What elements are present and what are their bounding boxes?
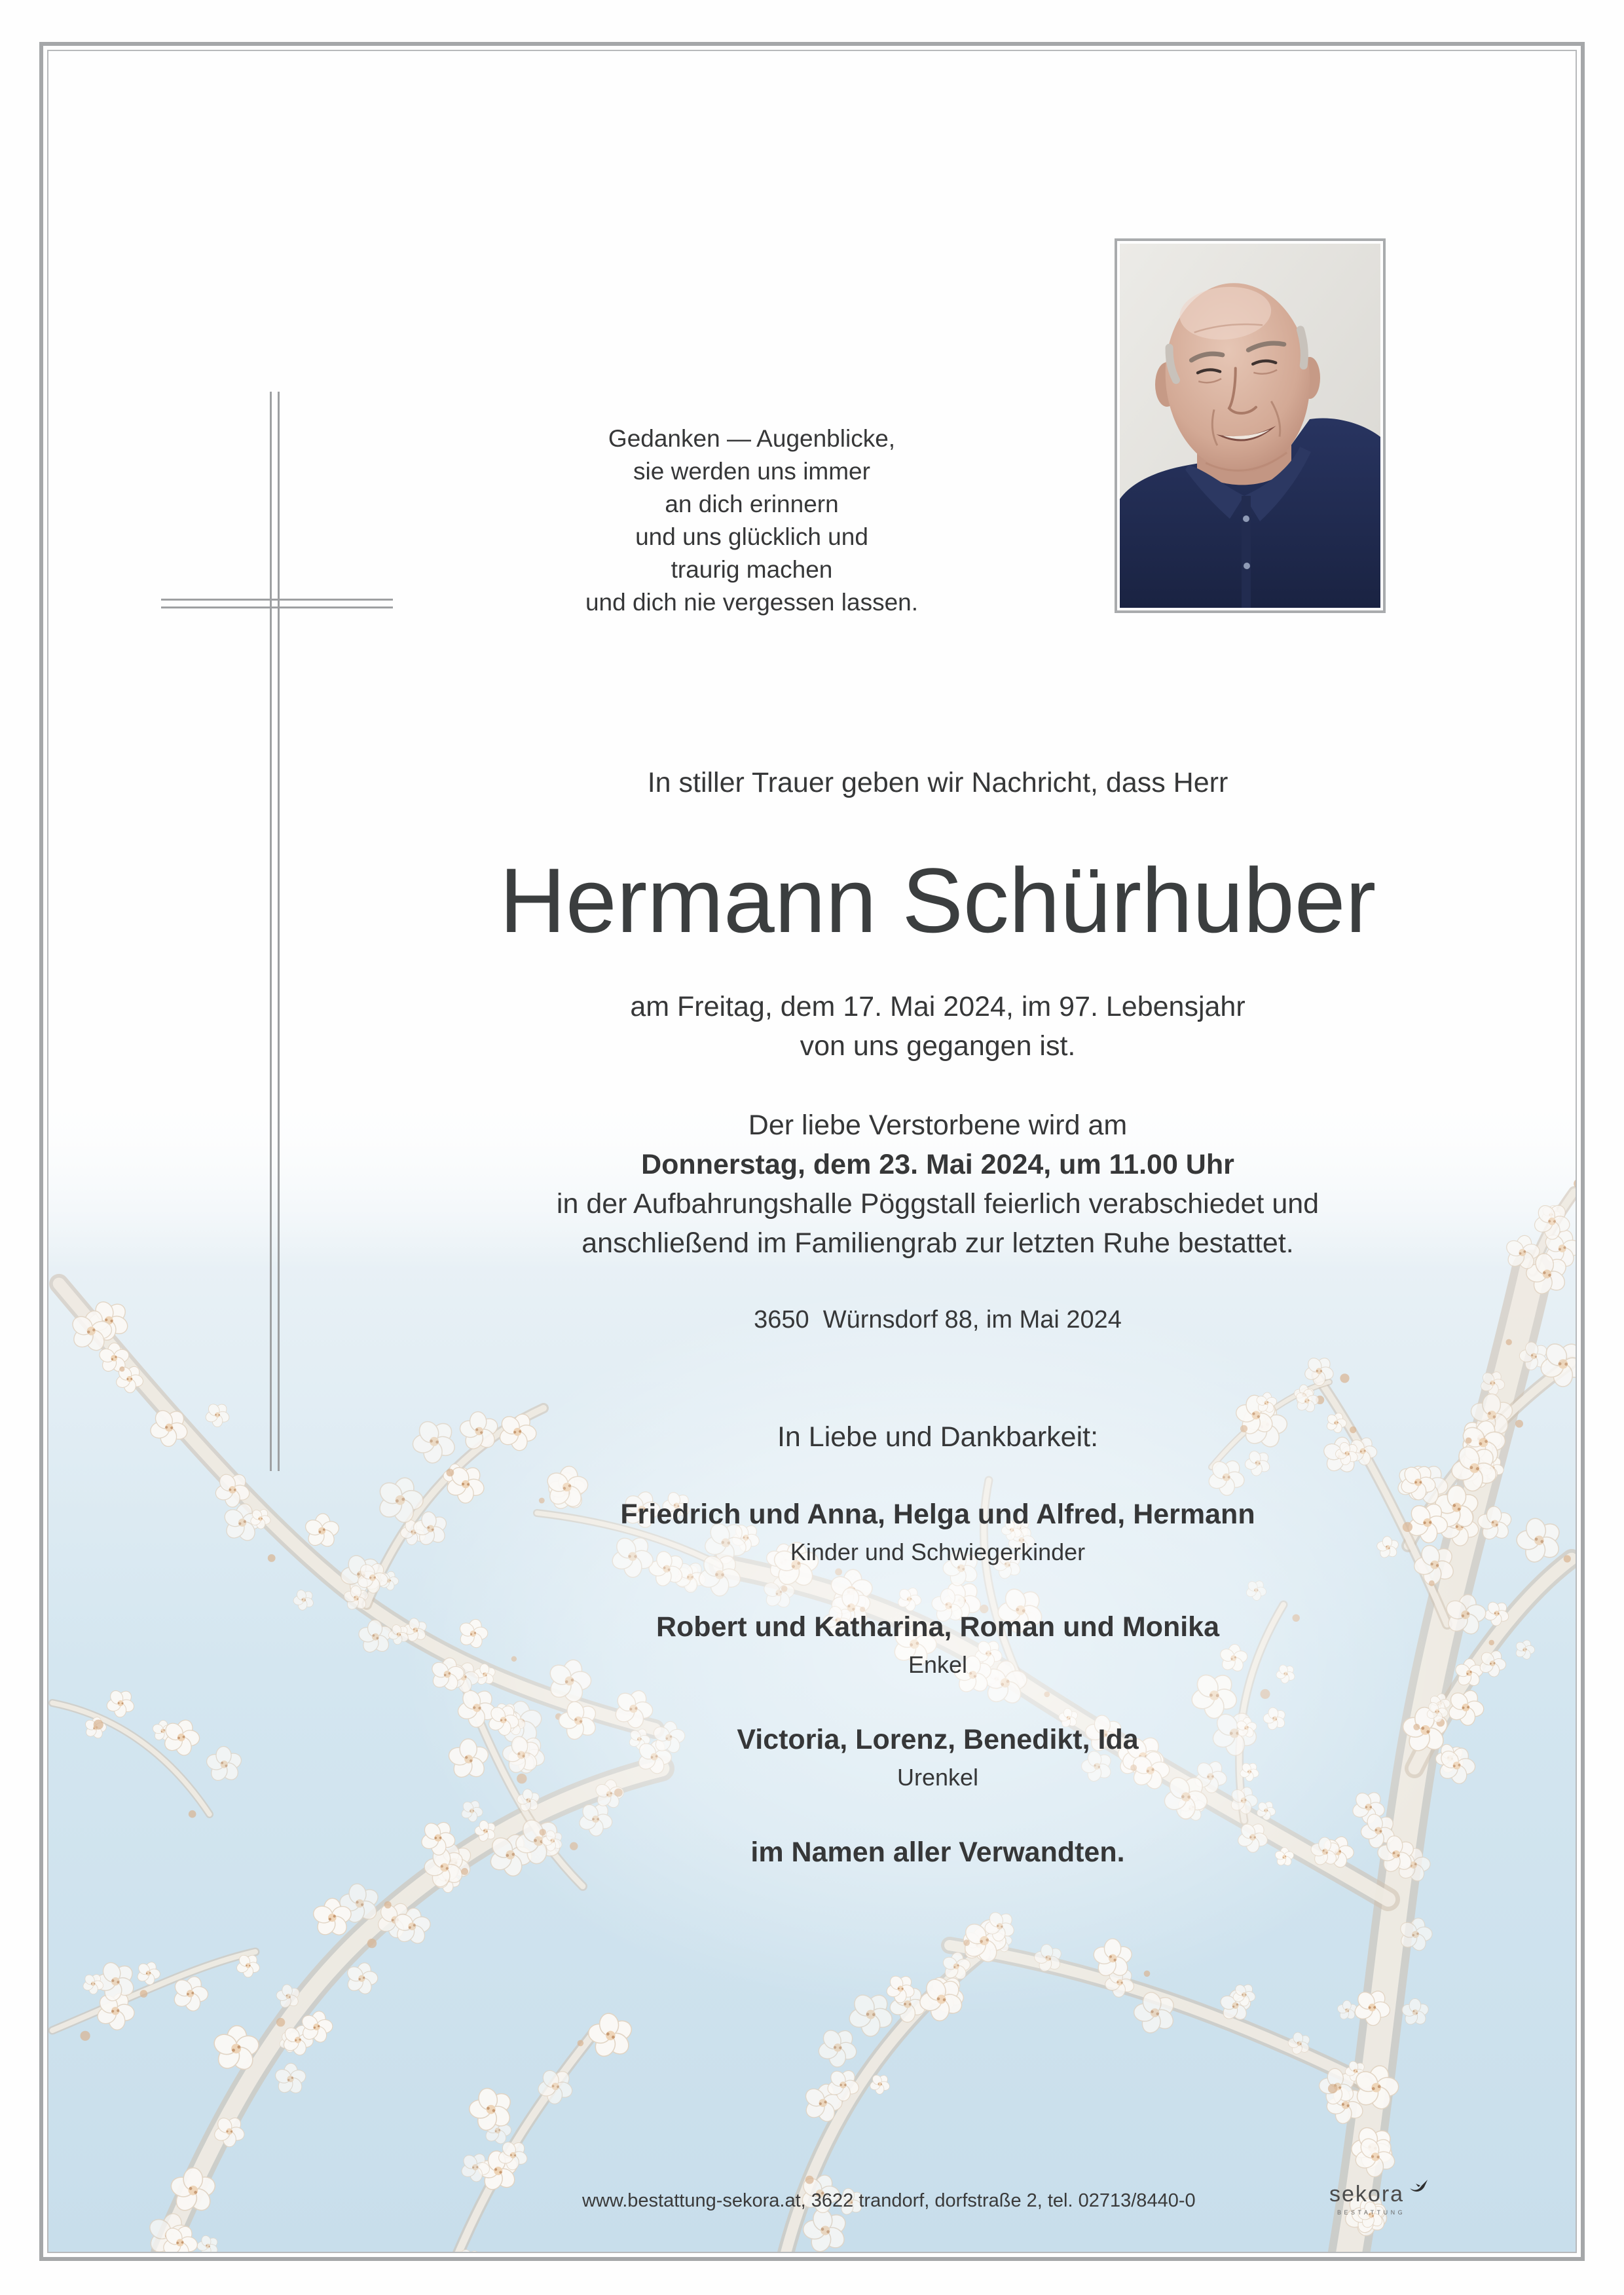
funeral-line: anschließend im Familiengrab zur letzten Ruhe bestattet. — [581, 1227, 1294, 1259]
funeral-home-contact: www.bestattung-sekora.at, 3622 trandorf, dorfstraße 2, tel. 02713/8440-0 — [582, 2190, 1196, 2211]
mourner-names: Friedrich und Anna, Helga und Alfred, Hermann — [620, 1499, 1255, 1530]
poem-line: sie werden uns immer — [633, 458, 870, 485]
poem-line: an dich erinnern — [665, 491, 839, 517]
logo-wordmark: sekora — [1329, 2182, 1405, 2207]
poem-line: Gedanken — Augenblicke, — [608, 425, 896, 452]
poem-line: und uns glücklich und — [635, 523, 868, 550]
place-date: 3650 Würnsdorf 88, im Mai 2024 — [754, 1306, 1122, 1334]
mourner-relation: Enkel — [908, 1651, 968, 1678]
poem-line: und dich nie vergessen lassen. — [585, 589, 919, 616]
death-line: von uns gegangen ist. — [800, 1030, 1076, 1062]
funeral-line: in der Aufbahrungshalle Pöggstall feierlich verabschiedet und — [556, 1188, 1320, 1220]
funeral-intro: Der liebe Verstorbene wird am — [748, 1110, 1128, 1141]
deceased-name: Hermann Schürhuber — [499, 849, 1376, 952]
death-line: am Freitag, dem 17. Mai 2024, im 97. Lebensjahr — [630, 991, 1246, 1022]
mourners-closing: im Namen aller Verwandten. — [750, 1837, 1125, 1868]
mourner-relation: Kinder und Schwiegerkinder — [790, 1539, 1086, 1565]
page-frame-inner — [47, 50, 1577, 2253]
mourner-relation: Urenkel — [896, 1764, 979, 1791]
announcement-intro: In stiller Trauer geben wir Nachricht, dass Herr — [647, 767, 1228, 798]
logo-subtitle: BESTATTUNG — [1337, 2209, 1406, 2216]
mourner-names: Victoria, Lorenz, Benedikt, Ida — [737, 1724, 1139, 1755]
mourner-names: Robert und Katharina, Roman und Monika — [655, 1611, 1220, 1643]
mourners-intro: In Liebe und Dankbarkeit: — [777, 1421, 1099, 1453]
poem-line: traurig machen — [671, 556, 833, 583]
funeral-date: Donnerstag, dem 23. Mai 2024, um 11.00 Uhr — [641, 1149, 1234, 1180]
